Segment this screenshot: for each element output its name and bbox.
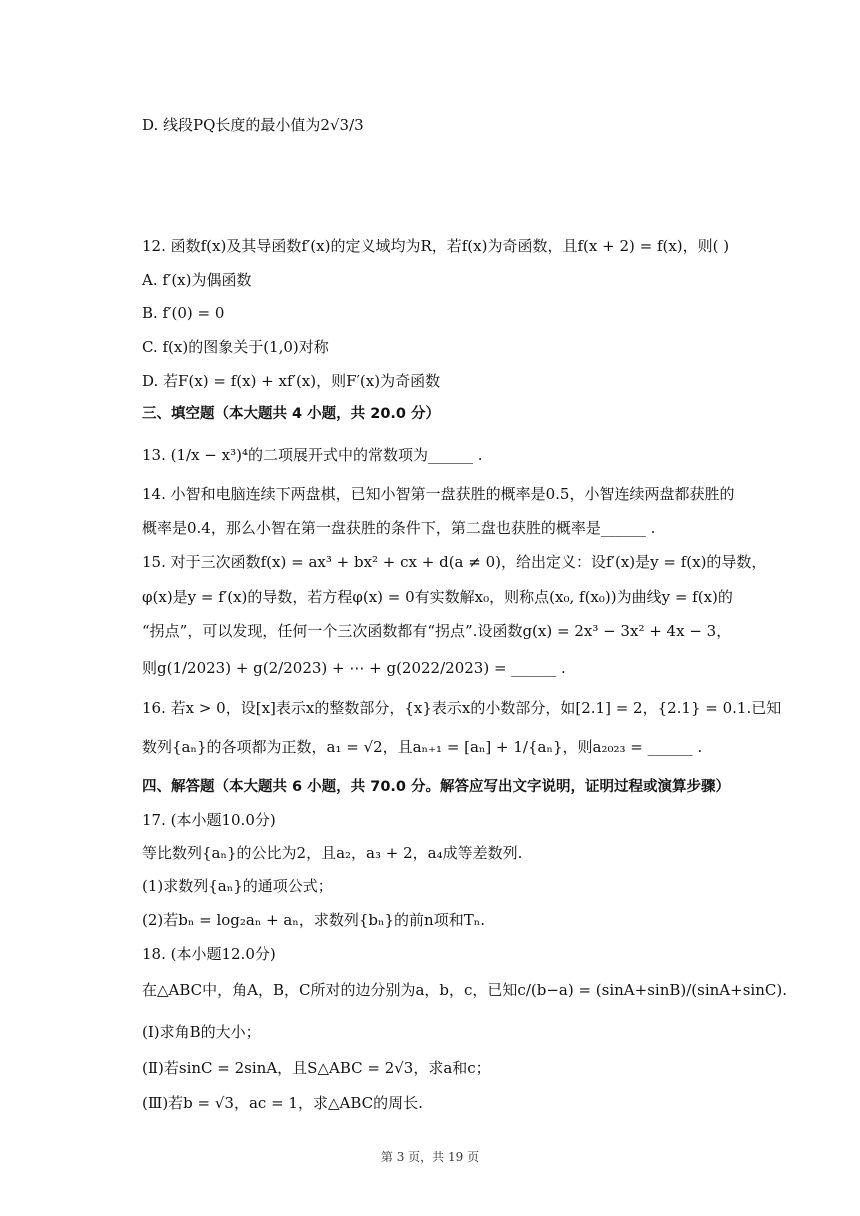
option-b-12: B. f′(0) = 0: [142, 304, 225, 322]
question-15-line-1: 15. 对于三次函数f(x) = ax³ + bx² + cx + d(a ≠ 0)，给出定义：设f′(x)是y = f(x)的导数，: [142, 553, 767, 571]
question-14-line-1: 14. 小智和电脑连续下两盘棋，已知小智第一盘获胜的概率是0.5，小智连续两盘都获胜的: [142, 485, 735, 503]
question-12: 12. 函数f(x)及其导函数f′(x)的定义域均为R，若f(x)为奇函数，且f(x + 2) = f(x)，则( ): [142, 237, 730, 255]
question-13: 13. (1/x − x³)⁴的二项展开式中的常数项为______ .: [142, 446, 483, 464]
section-heading-solutions: 四、解答题（本大题共 6 小题，共 70.0 分。解答应写出文字说明，证明过程或演算步骤）: [142, 779, 731, 795]
question-18-stem: 在△ABC中，角A，B，C所对的边分别为a，b，c，已知c/(b−a) = (sinA+sinB)/(sinA+sinC).: [142, 981, 787, 999]
question-18-part-1: (Ⅰ)求角B的大小；: [142, 1023, 261, 1041]
section-heading-fill-in: 三、填空题（本大题共 4 小题，共 20.0 分）: [142, 406, 441, 422]
question-16-line-2: 数列{aₙ}的各项都为正数，a₁ = √2，且aₙ₊₁ = [aₙ] + 1/{aₙ}，则a₂₀₂₃ = ______ .: [142, 738, 703, 756]
option-a-12: A. f′(x)为偶函数: [142, 271, 252, 289]
option-c-12: C. f(x)的图象关于(1,0)对称: [142, 338, 329, 356]
option-d-12: D. 若F(x) = f(x) + xf′(x)，则F′(x)为奇函数: [142, 372, 441, 390]
question-18-header: 18. (本小题12.0分): [142, 945, 276, 963]
option-d-11: D. 线段PQ长度的最小值为2√3/3: [142, 116, 364, 134]
question-15-line-3: “拐点”，可以发现，任何一个三次函数都有“拐点”.设函数g(x) = 2x³ − 3x² + 4x − 3，: [142, 622, 732, 640]
question-16-line-1: 16. 若x > 0，设[x]表示x的整数部分，{x}表示x的小数部分，如[2.1] = 2，{2.1} = 0.1.已知: [142, 699, 782, 717]
question-17-stem: 等比数列{aₙ}的公比为2，且a₂，a₃ + 2，a₄成等差数列.: [142, 844, 523, 862]
question-18-part-2: (Ⅱ)若sinC = 2sinA，且S△ABC = 2√3，求a和c；: [142, 1059, 491, 1077]
question-17-part-1: (1)求数列{aₙ}的通项公式；: [142, 877, 333, 895]
question-17-part-2: (2)若bₙ = log₂aₙ + aₙ，求数列{bₙ}的前n项和Tₙ.: [142, 911, 485, 929]
page-footer: 第 3 页，共 19 页: [380, 1150, 480, 1164]
question-15-line-4: 则g(1/2023) + g(2/2023) + ⋯ + g(2022/2023) = ______ .: [142, 659, 566, 677]
question-14-line-2: 概率是0.4，那么小智在第一盘获胜的条件下，第二盘也获胜的概率是______ .: [142, 519, 656, 537]
question-17-header: 17. (本小题10.0分): [142, 811, 276, 829]
question-15-line-2: φ(x)是y = f′(x)的导数，若方程φ(x) = 0有实数解x₀，则称点(x₀, f(x₀))为曲线y = f(x)的: [142, 588, 733, 606]
question-18-part-3: (Ⅲ)若b = √3，ac = 1，求△ABC的周长.: [142, 1094, 423, 1112]
